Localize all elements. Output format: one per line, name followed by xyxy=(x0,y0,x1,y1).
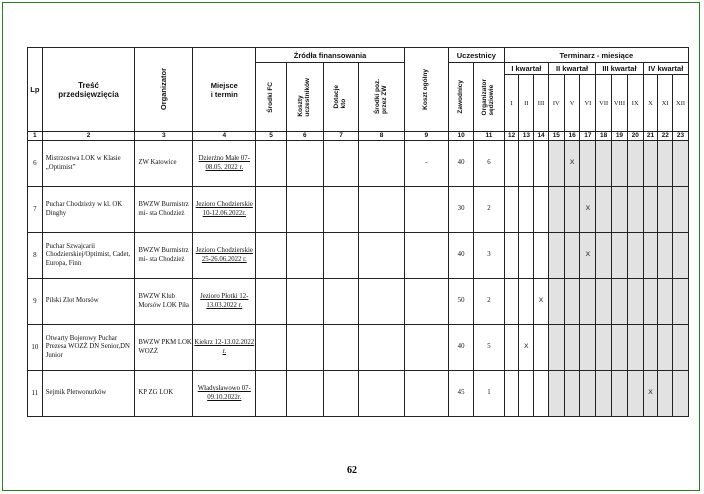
row-month-cell xyxy=(596,279,612,325)
header-uczestnicy: Uczestnicy xyxy=(448,48,504,63)
row-month-cell xyxy=(564,371,580,417)
column-number: 8 xyxy=(359,132,404,141)
column-number: 18 xyxy=(596,132,612,141)
row-organizator: ZW Katowice xyxy=(135,141,193,187)
row-month-cell xyxy=(658,233,673,279)
row-month-cell xyxy=(627,233,643,279)
row-sedziowie: 2 xyxy=(474,187,505,233)
header-srodki-fc: Środki FC xyxy=(266,81,274,113)
row-month-cell xyxy=(504,279,519,325)
column-number: 19 xyxy=(612,132,628,141)
row-month-cell xyxy=(580,279,596,325)
row-month-cell xyxy=(612,279,628,325)
row-sedziowie: 1 xyxy=(474,371,505,417)
row-month-cell xyxy=(519,371,534,417)
row-funding-cell xyxy=(286,279,323,325)
schedule-mark: X xyxy=(524,343,529,351)
row-organizator: BWZW Klub Morsów LOK Piła xyxy=(135,279,193,325)
column-number: 11 xyxy=(474,132,505,141)
header-lp: Lp xyxy=(28,48,43,132)
row-month-cell xyxy=(519,325,534,371)
row-miejsce: Jezioro Chodzierskie 10-12.06.2022r. xyxy=(193,187,256,233)
column-number: 17 xyxy=(580,132,596,141)
row-month-cell xyxy=(643,371,658,417)
header-month: XI xyxy=(658,75,673,132)
row-month-cell xyxy=(519,279,534,325)
header-koszty-uczestnikow: Koszty uczestników xyxy=(296,77,311,117)
row-month-cell xyxy=(504,371,519,417)
header-month: III xyxy=(534,75,549,132)
row-funding-cell xyxy=(359,141,404,187)
header-quarter-1: I kwartał xyxy=(504,63,548,75)
row-month-cell xyxy=(643,187,658,233)
row-organizator: KP ZG LOK xyxy=(135,371,193,417)
row-month-cell xyxy=(627,325,643,371)
row-tresc: Puchar Szwajcarii Chodzierskiej/Optimist, Cadet, Europa, Finn xyxy=(42,233,135,279)
row-month-cell xyxy=(643,233,658,279)
row-month-cell xyxy=(504,233,519,279)
row-lp: 8 xyxy=(28,233,43,279)
row-funding-cell xyxy=(286,187,323,233)
row-organizator: BWZW PKM LOK WOZŻ xyxy=(135,325,193,371)
header-month: I xyxy=(504,75,519,132)
row-month-cell xyxy=(534,325,549,371)
row-miejsce: Kiekrz 12-13.02.2022 r. xyxy=(193,325,256,371)
header-month: II xyxy=(519,75,534,132)
schedule-mark: X xyxy=(585,251,591,259)
row-tresc: Puchar Chodzieży w kl. OK Dinghy xyxy=(42,187,135,233)
row-funding-cell xyxy=(359,233,404,279)
row-month-cell xyxy=(627,371,643,417)
row-sedziowie: 3 xyxy=(474,233,505,279)
row-month-cell xyxy=(548,279,564,325)
header-month: XII xyxy=(673,75,689,132)
row-tresc: Otwarty Bojerowy Puchar Prezesa WOZŻ DN Senior,DN Junior xyxy=(42,325,135,371)
header-koszt-cell xyxy=(404,48,448,132)
row-month-cell xyxy=(596,371,612,417)
table-row xyxy=(28,141,689,187)
row-zawodnicy: 40 xyxy=(448,233,473,279)
header-dotacje-cell xyxy=(323,63,359,132)
row-month-cell xyxy=(627,141,643,187)
row-month-cell xyxy=(534,279,549,325)
column-number: 22 xyxy=(658,132,673,141)
header-sedziowie-cell xyxy=(474,63,505,132)
row-month-cell xyxy=(548,371,564,417)
header-organizator: Organizator xyxy=(158,68,168,111)
row-month-cell xyxy=(658,279,673,325)
header-zawodnicy-cell xyxy=(448,63,473,132)
row-funding-cell xyxy=(256,233,287,279)
column-number: 4 xyxy=(193,132,256,141)
row-lp: 6 xyxy=(28,141,43,187)
row-miejsce: Jezioro Płotki 12-13.03.2022 r. xyxy=(193,279,256,325)
row-tresc: Mistrzostwa LOK w Klasie „Optimist” xyxy=(42,141,135,187)
row-funding-cell xyxy=(359,325,404,371)
row-month-cell xyxy=(658,141,673,187)
row-koszt-ogolny xyxy=(404,279,448,325)
row-funding-cell xyxy=(323,187,359,233)
row-month-cell xyxy=(658,371,673,417)
row-month-cell xyxy=(564,279,580,325)
row-lp: 7 xyxy=(28,187,43,233)
header-srodki-zw-cell xyxy=(359,63,404,132)
row-month-cell xyxy=(564,187,580,233)
row-month-cell xyxy=(519,233,534,279)
row-zawodnicy: 30 xyxy=(448,187,473,233)
header-organizator-sedziowie: Organizator sędziowie xyxy=(481,78,495,116)
row-funding-cell xyxy=(359,371,404,417)
row-month-cell xyxy=(580,187,596,233)
header-organizator-cell xyxy=(135,48,193,132)
header-koszt-ogolny: Koszt ogólny xyxy=(421,69,429,110)
row-koszt-ogolny: - xyxy=(404,141,448,187)
header-srodki-zw: Środki poz. przez ZW xyxy=(373,79,388,115)
schedule-table xyxy=(27,47,689,417)
table-row xyxy=(28,325,689,371)
row-month-cell xyxy=(643,141,658,187)
column-number: 21 xyxy=(643,132,658,141)
header-zawodnicy: Zawodnicy xyxy=(456,80,464,114)
row-miejsce: Jezioro Chodzierskie 25-26.06.2022 r. xyxy=(193,233,256,279)
row-month-cell xyxy=(564,233,580,279)
column-number: 23 xyxy=(673,132,689,141)
row-month-cell xyxy=(548,325,564,371)
row-month-cell xyxy=(534,187,549,233)
row-month-cell xyxy=(627,279,643,325)
row-month-cell xyxy=(612,325,628,371)
row-funding-cell xyxy=(286,141,323,187)
column-number: 6 xyxy=(286,132,323,141)
row-funding-cell xyxy=(256,187,287,233)
row-month-cell xyxy=(673,187,689,233)
row-miejsce: Władysławowo 07-09.10.2022r. xyxy=(193,371,256,417)
header-month: IX xyxy=(627,75,643,132)
row-funding-cell xyxy=(256,279,287,325)
header-zrodla: Źródła finansowania xyxy=(256,48,404,63)
row-sedziowie: 6 xyxy=(474,141,505,187)
table-row xyxy=(28,187,689,233)
row-month-cell xyxy=(673,233,689,279)
row-funding-cell xyxy=(286,371,323,417)
row-funding-cell xyxy=(359,279,404,325)
row-month-cell xyxy=(534,371,549,417)
header-month: X xyxy=(643,75,658,132)
row-organizator: BWZW Burmistrz mi- sta Chodzież xyxy=(135,187,193,233)
header-tresc: Treść przedsięwzięcia xyxy=(42,48,135,132)
row-sedziowie: 5 xyxy=(474,325,505,371)
row-month-cell xyxy=(580,325,596,371)
row-month-cell xyxy=(673,141,689,187)
row-month-cell xyxy=(643,279,658,325)
row-lp: 10 xyxy=(28,325,43,371)
row-zawodnicy: 50 xyxy=(448,279,473,325)
table-row xyxy=(28,371,689,417)
column-number: 2 xyxy=(42,132,135,141)
row-koszt-ogolny xyxy=(404,233,448,279)
row-month-cell xyxy=(596,141,612,187)
header-dotacje-kto: Dotacje kto xyxy=(333,85,348,109)
column-number: 5 xyxy=(256,132,287,141)
row-funding-cell xyxy=(359,187,404,233)
header-month: IV xyxy=(548,75,564,132)
row-month-cell xyxy=(519,141,534,187)
page-number: 62 xyxy=(347,465,357,476)
row-month-cell xyxy=(504,187,519,233)
row-tresc: Sejmik Płetwonurków xyxy=(42,371,135,417)
row-funding-cell xyxy=(286,325,323,371)
row-koszt-ogolny xyxy=(404,371,448,417)
header-month: VIII xyxy=(612,75,628,132)
row-funding-cell xyxy=(323,279,359,325)
table-row xyxy=(28,233,689,279)
header-quarter-3: III kwartał xyxy=(596,63,643,75)
header-miejsce: Miejsce i termin xyxy=(193,48,256,132)
row-funding-cell xyxy=(286,233,323,279)
row-month-cell xyxy=(658,187,673,233)
row-funding-cell xyxy=(323,141,359,187)
header-quarter-4: IV kwartał xyxy=(643,63,688,75)
header-month: V xyxy=(564,75,580,132)
column-number: 9 xyxy=(404,132,448,141)
row-month-cell xyxy=(612,141,628,187)
row-month-cell xyxy=(548,141,564,187)
row-month-cell xyxy=(596,187,612,233)
row-lp: 9 xyxy=(28,279,43,325)
row-lp: 11 xyxy=(28,371,43,417)
row-month-cell xyxy=(564,141,580,187)
column-number: 16 xyxy=(564,132,580,141)
row-month-cell xyxy=(534,141,549,187)
row-month-cell xyxy=(658,325,673,371)
header-terminarz: Terminarz - miesiące xyxy=(504,48,688,63)
header-month: VI xyxy=(580,75,596,132)
column-number: 13 xyxy=(519,132,534,141)
row-month-cell xyxy=(548,187,564,233)
row-zawodnicy: 45 xyxy=(448,371,473,417)
row-month-cell xyxy=(548,233,564,279)
row-organizator: BWZW Burmistrz mi- sta Chodzież xyxy=(135,233,193,279)
schedule-mark: X xyxy=(648,389,653,397)
row-zawodnicy: 40 xyxy=(448,141,473,187)
column-number: 7 xyxy=(323,132,359,141)
row-month-cell xyxy=(673,279,689,325)
row-month-cell xyxy=(580,371,596,417)
row-funding-cell xyxy=(256,371,287,417)
row-month-cell xyxy=(564,325,580,371)
schedule-mark: X xyxy=(585,205,591,213)
row-month-cell xyxy=(673,325,689,371)
row-tresc: Pilski Zlot Morsów xyxy=(42,279,135,325)
column-number: 15 xyxy=(548,132,564,141)
header-srodki-fc-cell xyxy=(256,63,287,132)
schedule-mark: X xyxy=(569,159,575,167)
row-miejsce: Dzierżno Małe 07-08.05. 2022 r. xyxy=(193,141,256,187)
row-funding-cell xyxy=(323,371,359,417)
row-month-cell xyxy=(673,371,689,417)
column-number: 1 xyxy=(28,132,43,141)
schedule-mark: X xyxy=(538,297,544,305)
row-month-cell xyxy=(627,187,643,233)
row-month-cell xyxy=(596,325,612,371)
column-number: 20 xyxy=(627,132,643,141)
row-month-cell xyxy=(612,371,628,417)
row-month-cell xyxy=(643,325,658,371)
row-funding-cell xyxy=(256,141,287,187)
row-month-cell xyxy=(580,141,596,187)
column-number: 14 xyxy=(534,132,549,141)
column-number: 10 xyxy=(448,132,473,141)
header-quarter-2: II kwartał xyxy=(548,63,595,75)
row-funding-cell xyxy=(323,233,359,279)
table-row xyxy=(28,279,689,325)
row-month-cell xyxy=(612,187,628,233)
row-month-cell xyxy=(504,325,519,371)
row-koszt-ogolny xyxy=(404,325,448,371)
header-month: VII xyxy=(596,75,612,132)
row-month-cell xyxy=(596,233,612,279)
row-month-cell xyxy=(519,187,534,233)
row-zawodnicy: 40 xyxy=(448,325,473,371)
row-month-cell xyxy=(504,141,519,187)
row-month-cell xyxy=(580,233,596,279)
column-number: 3 xyxy=(135,132,193,141)
row-month-cell xyxy=(534,233,549,279)
header-koszty-cell xyxy=(286,63,323,132)
row-funding-cell xyxy=(256,325,287,371)
row-funding-cell xyxy=(323,325,359,371)
column-number: 12 xyxy=(504,132,519,141)
row-koszt-ogolny xyxy=(404,187,448,233)
row-sedziowie: 2 xyxy=(474,279,505,325)
row-month-cell xyxy=(612,233,628,279)
